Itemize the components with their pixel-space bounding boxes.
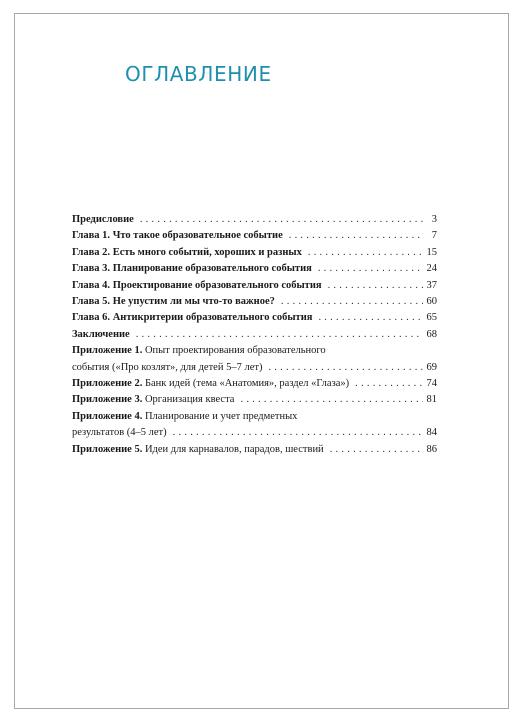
dot-leader (318, 310, 423, 326)
dot-leader (136, 327, 423, 343)
toc-entry-title: Идеи для карнавалов, парадов, шествий (144, 443, 324, 455)
dot-leader (268, 360, 423, 376)
dot-leader (308, 245, 423, 261)
toc-entry-conclusion[interactable] (72, 327, 437, 343)
dot-leader (140, 212, 423, 228)
toc-entry-chapter-1[interactable] (72, 228, 437, 244)
toc-entry-preface[interactable] (72, 212, 437, 228)
toc-page-number: 15 (426, 246, 437, 258)
dot-leader (289, 228, 423, 244)
toc-entry-title: Банк идей (тема «Анатомия», раздел «Глаза») (144, 378, 350, 390)
toc-entry-label: Глава 2. (72, 246, 111, 258)
toc-entry-title: Организация квеста (144, 394, 235, 406)
toc-entry-label: Глава 6. (72, 312, 111, 324)
toc-page-number: 3 (431, 214, 437, 225)
table-of-contents (72, 212, 437, 458)
toc-entry-appendix-4[interactable] (72, 409, 437, 442)
toc-entry-title: Есть много событий, хороших и разных (112, 246, 302, 258)
toc-entry-label: Глава 1. (72, 230, 111, 242)
toc-entry-title: Что такое образовательное событие (112, 230, 283, 242)
toc-entry-label: Приложение 2. (72, 378, 143, 390)
toc-page-number: 84 (426, 427, 437, 439)
toc-entry-appendix-1[interactable] (72, 343, 437, 376)
toc-page-number: 7 (431, 230, 437, 242)
toc-page-number: 74 (426, 378, 437, 390)
toc-page-number: 68 (426, 328, 437, 340)
toc-entry-chapter-3[interactable] (72, 261, 437, 277)
toc-entry-chapter-2[interactable] (72, 245, 437, 261)
toc-entry-label: Глава 3. (72, 263, 111, 275)
dot-leader (173, 425, 423, 441)
toc-entry-title: Планирование и учет предметных (144, 410, 298, 422)
toc-entry-appendix-2[interactable] (72, 376, 437, 392)
toc-entry-title: Опыт проектирования образовательного (144, 345, 326, 357)
toc-entry-title: Проектирование образовательного события (112, 279, 322, 291)
toc-entry-label: Приложение 1. (72, 345, 143, 357)
toc-entry-label: Глава 5. (72, 296, 111, 308)
toc-entry-appendix-5[interactable] (72, 442, 437, 458)
page-title: ОГЛАВЛЕНИЕ (125, 62, 272, 86)
toc-entry-title-continued: события («Про козлят», для детей 5–7 лет) (72, 361, 263, 373)
dot-leader (318, 261, 423, 277)
toc-entry-label: Приложение 5. (72, 443, 143, 455)
toc-entry-label: Предисловие (72, 214, 134, 225)
toc-entry-label: Приложение 3. (72, 394, 143, 406)
dot-leader (330, 442, 423, 458)
toc-page-number: 24 (426, 263, 437, 275)
toc-page-number: 69 (426, 361, 437, 373)
toc-entry-title-continued: результатов (4–5 лет) (72, 427, 167, 439)
dot-leader (355, 376, 423, 392)
toc-entry-label: Глава 4. (72, 279, 111, 291)
toc-page-number: 60 (426, 296, 437, 308)
toc-entry-title: Не упустим ли мы что-то важное? (112, 296, 275, 308)
toc-entry-label: Заключение (72, 328, 130, 340)
toc-page-number: 81 (426, 394, 437, 406)
toc-entry-chapter-5[interactable] (72, 294, 437, 310)
toc-entry-label: Приложение 4. (72, 410, 143, 422)
toc-entry-chapter-6[interactable] (72, 310, 437, 326)
toc-entry-chapter-4[interactable] (72, 278, 437, 294)
toc-entry-title: Планирование образовательного события (112, 263, 312, 275)
dot-leader (328, 278, 423, 294)
dot-leader (240, 392, 423, 408)
toc-entry-appendix-3[interactable] (72, 392, 437, 408)
toc-page-number: 65 (426, 312, 437, 324)
toc-page-number: 86 (426, 443, 437, 455)
toc-page-number: 37 (426, 279, 437, 291)
toc-entry-title: Антикритерии образовательного события (112, 312, 313, 324)
dot-leader (281, 294, 423, 310)
